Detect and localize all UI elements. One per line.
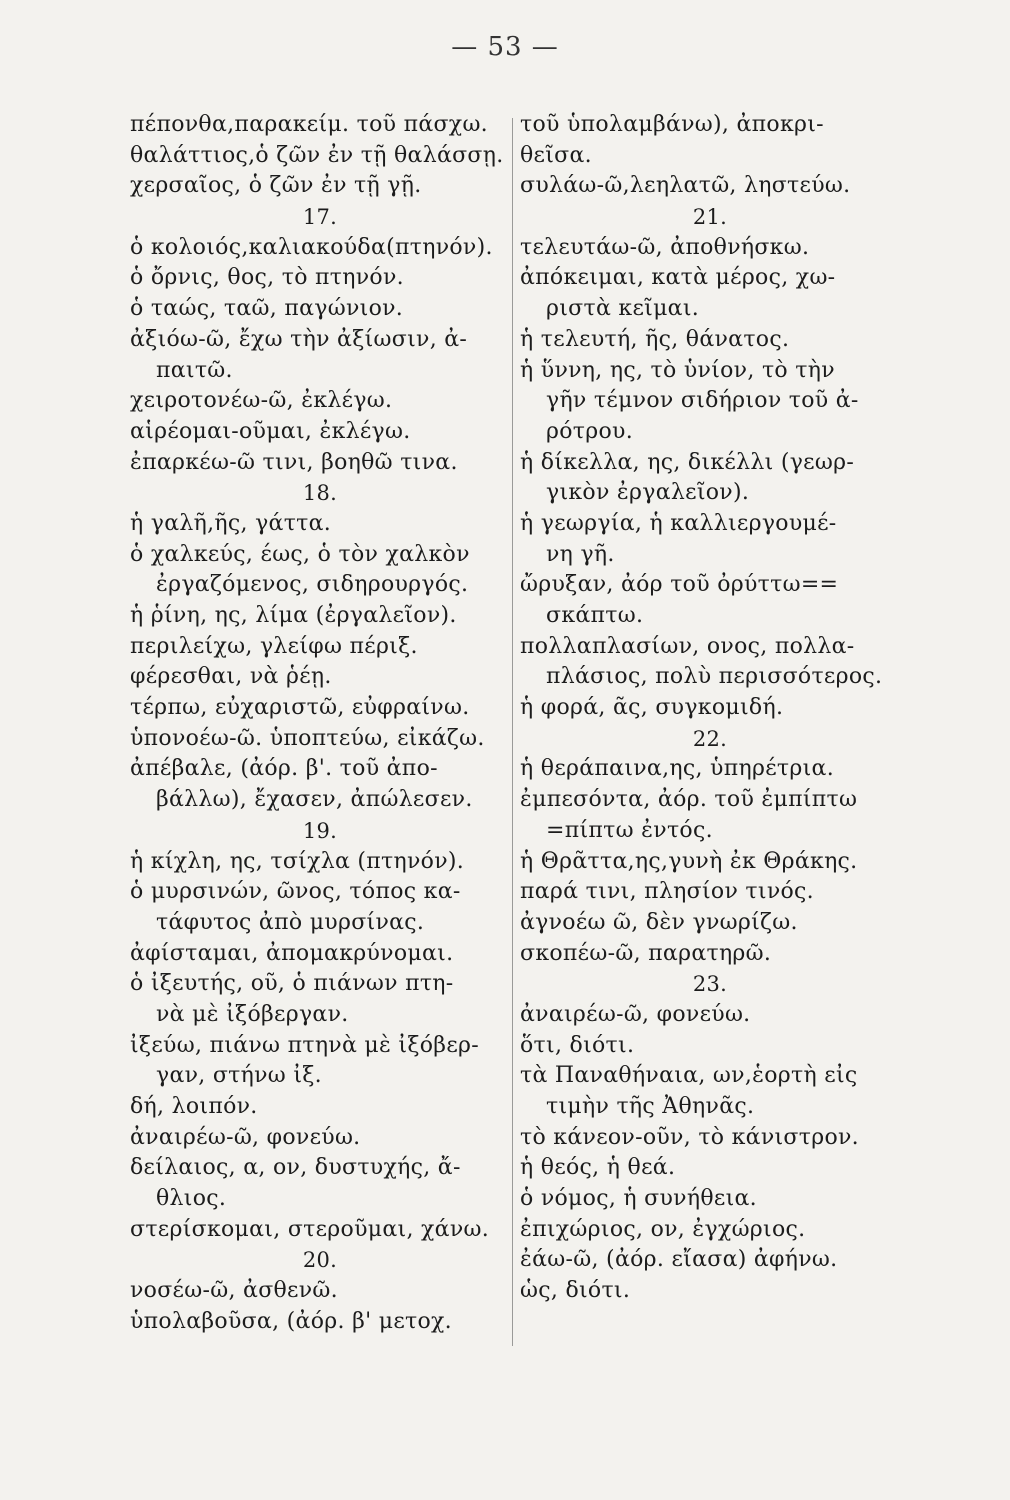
glossary-line: ἡ θεός, ἡ θεά. xyxy=(520,1155,676,1181)
glossary-line: ὁ νόμος, ἡ συνήθεια. xyxy=(520,1186,757,1212)
glossary-line: βάλλω), ἔχασεν, ἀπώλεσεν. xyxy=(156,787,473,813)
glossary-line: παιτῶ. xyxy=(156,357,233,383)
glossary-line: =πίπτω ἐντός. xyxy=(546,817,713,843)
glossary-line: ἡ γεωργία, ἡ καλλιεργουμέ- xyxy=(520,510,837,536)
glossary-line: ὡς, διότι. xyxy=(520,1278,631,1304)
glossary-line: ὅτι, διότι. xyxy=(520,1032,635,1058)
left-column xyxy=(130,110,510,1338)
glossary-line: ὤρυξαν, ἀόρ τοῦ ὀρύττω== xyxy=(520,572,839,598)
glossary-line: θαλάττιος,ὁ ζῶν ἐν τῇ θαλάσσῃ. xyxy=(130,142,504,168)
glossary-line: τὸ κάνεον-οῦν, τὸ κάνιστρον. xyxy=(520,1124,859,1150)
section-number: 20. xyxy=(302,1248,338,1273)
glossary-line: νη γῆ. xyxy=(546,541,615,567)
glossary-line: ἀναιρέω-ῶ, φονεύω. xyxy=(520,1001,751,1027)
glossary-line: ἐάω-ῶ, (ἀόρ. εἴασα) ἀφήνω. xyxy=(520,1247,838,1273)
section-number: 17. xyxy=(302,205,338,230)
glossary-line: παρά τινι, πλησίον τινός. xyxy=(520,879,814,905)
glossary-line: δείλαιος, α, ον, δυστυχής, ἄ- xyxy=(130,1155,461,1181)
glossary-line: ὑπολαβοῦσα, (ἀόρ. β' μετοχ. xyxy=(130,1308,452,1334)
glossary-line: χειροτονέω-ῶ, ἐκλέγω. xyxy=(130,388,393,414)
section-number: 23. xyxy=(692,972,728,997)
glossary-line: ἡ γαλῆ,ῆς, γάττα. xyxy=(130,510,332,536)
glossary-line: συλάω-ῶ,λεηλατῶ, ληστεύω. xyxy=(520,173,851,199)
glossary-line: ὁ ὄρνις, θος, τὸ πτηνόν. xyxy=(130,265,404,291)
glossary-line: πλάσιος, πολὺ περισσότερος. xyxy=(546,664,883,690)
glossary-line: ἐμπεσόντα, ἀόρ. τοῦ ἐμπίπτω xyxy=(520,787,858,813)
glossary-line: ἰξεύω, πιάνω πτηνὰ μὲ ἰξόβερ- xyxy=(130,1032,479,1058)
glossary-line: ἀναιρέω-ῶ, φονεύω. xyxy=(130,1124,361,1150)
column-divider xyxy=(512,118,513,1346)
section-number: 19. xyxy=(302,818,338,843)
glossary-line: ἐπιχώριος, ον, ἐγχώριος. xyxy=(520,1216,806,1242)
glossary-line: περιλείχω, γλείφω πέριξ. xyxy=(130,633,418,659)
glossary-line: ἡ φορά, ᾶς, συγκομιδή. xyxy=(520,695,784,721)
glossary-line: νοσέω-ῶ, ἀσθενῶ. xyxy=(130,1278,338,1304)
glossary-line: γῆν τέμνον σιδήριον τοῦ ἀ- xyxy=(546,388,859,414)
glossary-line: ὁ χαλκεύς, έως, ὁ τὸν χαλκὸν xyxy=(130,541,470,567)
glossary-line: ριστὰ κεῖμαι. xyxy=(546,296,700,322)
glossary-line: τελευτάω-ῶ, ἀποθνήσκω. xyxy=(520,234,810,260)
glossary-line: τὰ Παναθήναια, ων,ἑορτὴ εἰς xyxy=(520,1063,858,1089)
glossary-line: ἡ Θρᾶττα,ης,γυνὴ ἐκ Θράκης. xyxy=(520,848,858,874)
section-number: 21. xyxy=(692,205,728,230)
glossary-line: ἀφίσταμαι, ἀπομακρύνομαι. xyxy=(130,940,454,966)
glossary-line: ἡ ὕννη, ης, τὸ ὑνίον, τὸ τὴν xyxy=(520,357,835,383)
glossary-line: τοῦ ὑπολαμβάνω), ἀποκρι- xyxy=(520,112,824,137)
right-column xyxy=(520,110,900,1307)
glossary-line: τέρπω, εὐχαριστῶ, εὐφραίνω. xyxy=(130,695,470,721)
glossary-line: χερσαῖος, ὁ ζῶν ἐν τῇ γῇ. xyxy=(130,173,422,199)
glossary-line: ὑπονοέω-ῶ. ὑποπτεύω, εἰκάζω. xyxy=(130,725,485,751)
glossary-line: αἱρέομαι-οῦμαι, ἐκλέγω. xyxy=(130,418,411,444)
glossary-line: ὁ ταώς, ταῶ, παγώνιον. xyxy=(130,296,404,322)
glossary-line: ἀπόκειμαι, κατὰ μέρος, χω- xyxy=(520,265,836,291)
glossary-line: θεῖσα. xyxy=(520,142,592,168)
glossary-line: ἡ ῥίνη, ης, λίμα (ἐργαλεῖον). xyxy=(130,603,457,628)
glossary-line: φέρεσθαι, νὰ ῥέῃ. xyxy=(130,664,332,690)
glossary-line: ἐπαρκέω-ῶ τινι, βοηθῶ τινα. xyxy=(130,449,458,475)
glossary-line: γαν, στήνω ἰξ. xyxy=(156,1063,322,1089)
section-number: 22. xyxy=(692,726,728,751)
glossary-line: δή, λοιπόν. xyxy=(130,1094,258,1119)
glossary-line: ρότρου. xyxy=(546,418,633,444)
page-number: — 53 — xyxy=(451,32,559,62)
glossary-line: σκοπέω-ῶ, παρατηρῶ. xyxy=(520,940,772,966)
glossary-line: ἀξιόω-ῶ, ἔχω τὴν ἀξίωσιν, ἀ- xyxy=(130,326,468,352)
glossary-line: ἡ κίχλη, ης, τσίχλα (πτηνόν). xyxy=(130,848,465,874)
glossary-line: τάφυτος ἀπὸ μυρσίνας. xyxy=(156,909,425,935)
glossary-line: τιμὴν τῆς Ἀθηνᾶς. xyxy=(546,1094,755,1119)
glossary-line: ἡ δίκελλα, ης, δικέλλι (γεωρ- xyxy=(520,449,855,475)
section-number: 18. xyxy=(302,481,338,506)
glossary-line: πέπονθα,παρακείμ. τοῦ πάσχω. xyxy=(130,112,488,137)
glossary-line: σκάπτω. xyxy=(546,603,644,628)
glossary-line: ἐργαζόμενος, σιδηρουργός. xyxy=(156,572,469,598)
glossary-line: ἡ θεράπαινα,ης, ὑπηρέτρια. xyxy=(520,756,834,782)
glossary-line: ἀπέβαλε, (ἀόρ. β'. τοῦ ἀπο- xyxy=(130,756,438,782)
glossary-line: νὰ μὲ ἰξόβεργαν. xyxy=(156,1001,349,1027)
glossary-line: πολλαπλασίων, ονος, πολλα- xyxy=(520,633,855,659)
glossary-line: θλιος. xyxy=(156,1186,227,1212)
glossary-line: γικὸν ἐργαλεῖον). xyxy=(546,480,750,506)
glossary-line: στερίσκομαι, στεροῦμαι, χάνω. xyxy=(130,1216,490,1242)
glossary-line: ὁ μυρσινών, ῶνος, τόπος κα- xyxy=(130,879,461,905)
glossary-line: ὁ κολοιός,καλιακούδα(πτηνόν). xyxy=(130,234,493,260)
glossary-line: ἡ τελευτή, ῆς, θάνατος. xyxy=(520,326,790,352)
glossary-line: ὁ ἰξευτής, οῦ, ὁ πιάνων πτη- xyxy=(130,971,454,997)
glossary-line: ἀγνοέω ῶ, δὲν γνωρίζω. xyxy=(520,909,798,935)
